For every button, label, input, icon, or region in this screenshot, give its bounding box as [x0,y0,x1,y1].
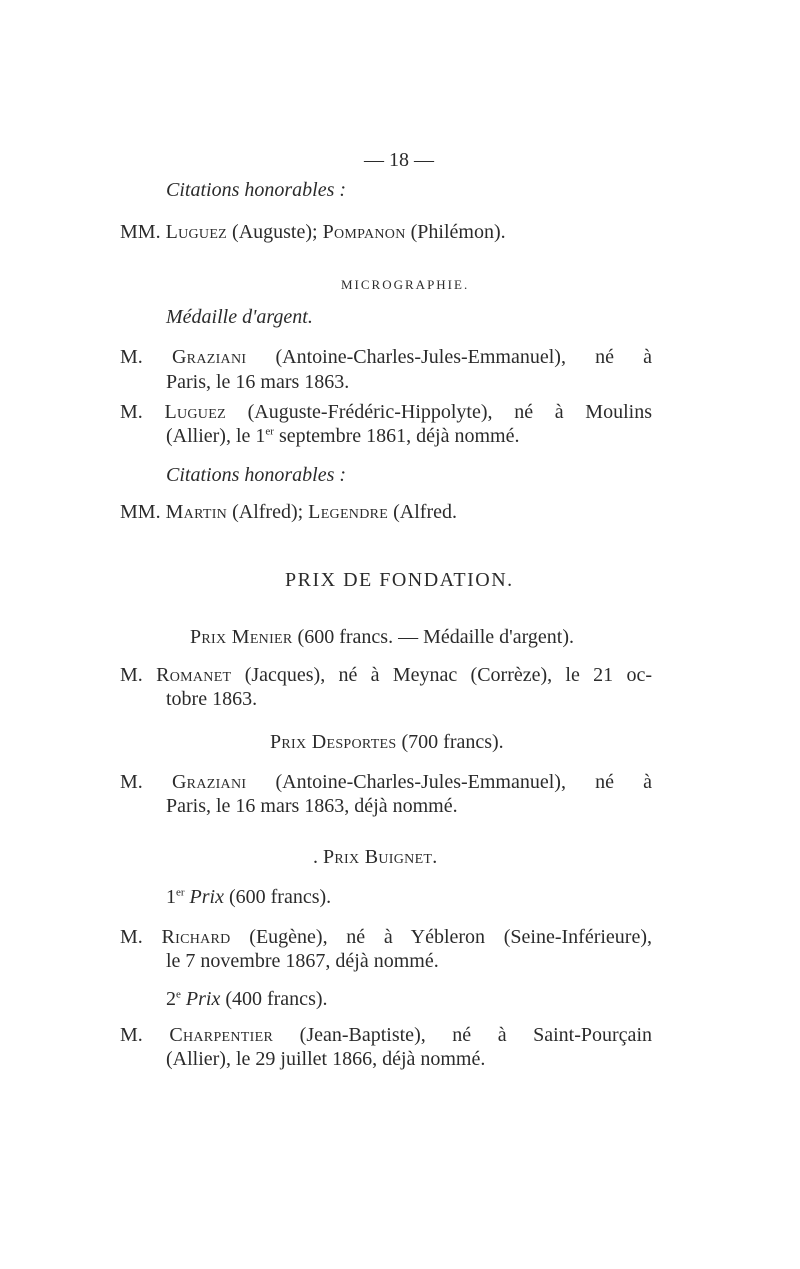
entry-charpentier [120,1023,652,1047]
entry-romanet [120,663,652,687]
prix-label: Prix [189,886,224,908]
prix-label: Prix [270,731,312,753]
prize-name: Desportes [311,731,397,753]
prefix: M. [120,926,162,948]
section-heading-micrographie: MICROGRAPHIE. [341,277,470,292]
superscript: er [265,425,274,438]
surname: Richard [161,926,231,948]
page-number: — 18 — [364,149,434,171]
surname: Graziani [171,346,247,368]
prefix: MM. [120,501,166,523]
dot: . [313,846,323,868]
entry-graziani-2-line2: Paris, le 16 mars 1863, déjà nommé. [166,795,458,817]
surname: Pompanon [322,221,406,243]
prix-buignet-heading [313,845,438,869]
prefix: M. [120,346,172,368]
section-title-prix-de-fondation: PRIX DE FONDATION. [285,569,514,591]
prefix: M. [120,771,172,793]
prix-menier-heading [190,625,574,649]
entry-romanet-line2: tobre 1863. [166,688,258,710]
surname: Charpentier [169,1024,274,1046]
given-name: (Philémon). [405,221,506,243]
surname: Romanet [156,664,232,686]
given-name: (Alfred. [388,501,457,523]
entry-graziani-1-line2: Paris, le 16 mars 1863. [166,371,350,393]
entry-luguez-line2 [166,424,519,448]
entry-text: (Antoine-Charles-Jules-Emmanuel), né à [246,346,652,368]
entry-text: (Allier), le 1 [166,425,266,447]
medal-heading: Médaille d'argent. [166,306,313,328]
superscript: e [176,988,181,1001]
entry-graziani-1 [120,345,652,369]
entry-graziani-2 [120,770,652,794]
prize-name: Menier [231,626,293,648]
prize-details: (400 francs). [220,988,328,1010]
prize-name: Buignet. [364,846,438,868]
surname: Luguez [165,221,228,243]
entry-richard-line2: le 7 novembre 1867, déjà nommé. [166,950,439,972]
citations-heading-1: Citations honorables : [166,179,347,201]
prize-details: (600 francs. — Médaille d'argent). [292,626,575,648]
prix-desportes-heading [270,730,504,754]
given-name: (Auguste); [227,221,323,243]
prefix: MM. [120,221,166,243]
prize-details: (700 francs). [396,731,504,753]
surname: Luguez [164,401,226,423]
prix-label: Prix [190,626,232,648]
prefix: M. [120,664,157,686]
entry-richard [120,925,652,949]
entry-text: (Auguste-Frédéric-Hippolyte), né à Moulins [225,401,652,423]
surname: Legendre [308,501,389,523]
second-prize-heading [166,987,328,1011]
entry-charpentier-line2: (Allier), le 29 juillet 1866, déjà nommé. [166,1048,486,1070]
prix-label: Prix [185,988,221,1010]
prefix: M. [120,401,165,423]
entry-luguez [120,400,652,424]
superscript: er [176,886,185,899]
given-name: (Alfred); [227,501,309,523]
entry-text: (Jacques), né à Meynac (Corrèze), le 21 oc- [231,664,652,686]
prize-details: (600 francs). [223,886,332,908]
entry-text: septembre 1861, déjà nommé. [273,425,520,447]
entry-text: (Eugène), né à Yébleron (Seine-Inférieure), [230,926,652,948]
first-prize-heading [166,885,331,909]
surname: Martin [165,501,228,523]
entry-text: (Antoine-Charles-Jules-Emmanuel), né à [246,771,652,793]
citations-heading-2: Citations honorables : [166,464,347,486]
entry-text: (Jean-Baptiste), né à Saint-Pourçain [273,1024,652,1046]
ordinal: 1 [166,886,176,908]
citations-list-2 [120,500,457,524]
citations-list-1 [120,220,506,244]
surname: Graziani [171,771,247,793]
ordinal: 2 [166,988,176,1010]
prefix: M. [120,1024,170,1046]
prix-label: Prix [323,846,365,868]
